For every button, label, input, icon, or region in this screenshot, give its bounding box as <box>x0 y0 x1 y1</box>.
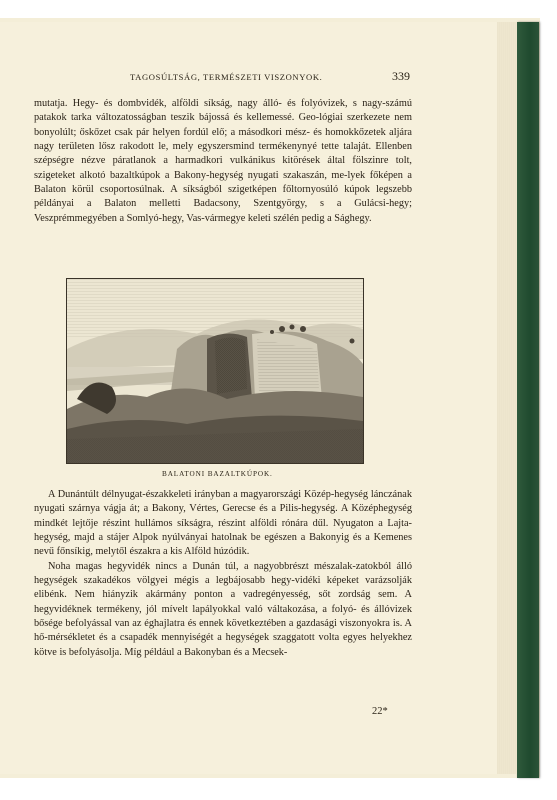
signature-mark: 22* <box>372 706 388 717</box>
engraving-illustration <box>66 278 364 464</box>
paragraph: mutatja. Hegy- és dombvidék, alföldi síkság, nagy álló- és folyóvizek, s nagy-számú patakok tarka változatosságban teszik bájossá és kellemessé. Geo-lógiai szerkezete nem bonyolúlt; őskőzet csak pár helyen fordúl elő; a másodkori mész- és homokkőzetek aljára nagy területen lősz rakodott le, mely egyszersmind termékenynyé tette talaját. Ellenben szépségre nézve páratlanok a harmadkori vulkánikus kitörések által fölszinre tolt, szigeteket alkotó bazaltkúpok a Bakony-hegység nyugati szakaszán, me-lyek főképen a Balaton körül csoportosúlnak. A síkságból szigetképen főltornyosúló kúpok legszebb példányai a Balaton melletti Badacsony, Szentgyörgy, s a Gulácsi-hegy; Veszprémmegyében a Somlyó-hegy, Vas-vármegye keleti szélén pedig a Sághegy. <box>34 98 412 224</box>
paragraph: Noha magas hegyvidék nincs a Dunán túl, a nagyobbrészt mészalak-zatokból álló hegységek szakadékos völgyei mégis a legbájosabb hegy-vidéki képeket varázsolják elibénk. Nem hiányzik akármány ponton a vadregényesség, sőt zordság sem. A hegyvidéknek termékeny, jól mívelt lapályokkal való váltakozása, a folyó- és állóvizek bősége befolyással van az éghajlatra és ennek következtében a gazdasági viszonyokra is. A hő-mérsékletet és a csapadék mennyiségét a hegységek szaggatott volta egyes helyekhez kötve is befolyásolja. Míg például a Bakonyban és a Mecsek- <box>34 560 412 658</box>
basalt-hills-engraving <box>67 279 363 463</box>
book-cover-spine <box>517 22 539 778</box>
running-title: TAGOSÚLTSÁG, TERMÉSZETI VISZONYOK. <box>130 72 323 82</box>
page-number: 339 <box>392 69 410 83</box>
body-text-top <box>34 97 412 226</box>
figure-caption: BALATONI BAZALTKÚPOK. <box>162 470 273 478</box>
paragraph: A Dunántúlt délnyugat-északkeleti irányban a magyarországi Közép-hegység lánczának nyugati szárnya vágja át; a Bakony, Vértes, Gerecse és a Pilis-hegység. A Középhegység mindkét lejtője részint hullámos síkságra, részint alföldi rónára dűl. Nyugaton a Lajta-hegység, majd a stájer Alpok nyúlványai hatolnak be egészen a Bakonyig és a Kemenes nevű főnsíkig, melytől északra a kis Alföld húzódik. <box>34 489 412 558</box>
body-text-bottom <box>34 488 412 660</box>
page-edges <box>496 22 517 774</box>
